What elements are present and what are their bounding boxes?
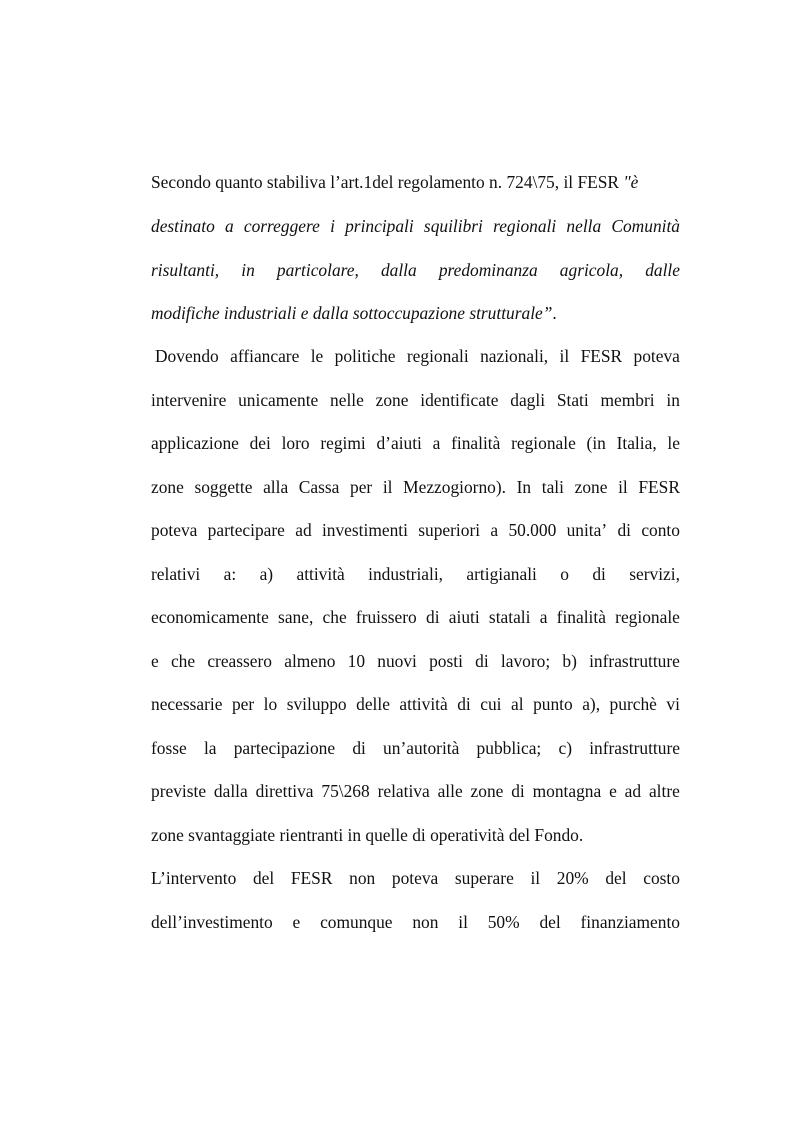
word: Stati	[556, 390, 589, 410]
word: a:	[223, 564, 237, 584]
word: il	[618, 477, 628, 497]
word: applicazione	[151, 433, 239, 453]
word: zone	[574, 477, 608, 497]
word: aiuti	[448, 607, 480, 627]
word: il	[382, 477, 393, 497]
word: membri	[600, 390, 655, 410]
word: ad	[295, 520, 312, 540]
word: fruissero	[355, 607, 417, 627]
word: L’intervento	[151, 868, 237, 888]
word: posti	[429, 651, 463, 671]
word: b)	[562, 651, 577, 671]
word: superare	[454, 868, 514, 888]
word: di	[475, 651, 489, 671]
word: dell’investimento	[151, 912, 273, 932]
paragraph-2-line-8	[151, 650, 680, 672]
word: 50.000	[508, 520, 557, 540]
word: principali	[345, 216, 414, 236]
word: politiche	[334, 346, 396, 366]
word: costo	[643, 868, 680, 888]
word: previste	[151, 781, 207, 801]
paragraph-2-line-1	[155, 345, 680, 367]
word: i	[330, 216, 335, 236]
word: Comunità	[611, 216, 680, 236]
paragraph-3-line-1	[151, 867, 680, 889]
paragraph-1-quote-start: "è	[623, 172, 639, 192]
word: partecipare	[207, 520, 285, 540]
word: delle	[356, 694, 390, 714]
paragraph-2-line-12: zone svantaggiate rientranti in quelle di operatività del Fondo.	[151, 825, 584, 845]
word: FESR	[580, 346, 623, 366]
word: loro	[281, 433, 310, 453]
word: agricola,	[559, 260, 624, 280]
word: dalla	[213, 781, 248, 801]
word: il	[530, 868, 541, 888]
word: in	[241, 260, 255, 280]
word: economicamente	[151, 607, 269, 627]
word: servizi,	[629, 564, 680, 584]
word: le	[667, 433, 680, 453]
word: squilibri	[423, 216, 483, 236]
word: investimenti	[321, 520, 408, 540]
word: altre	[648, 781, 680, 801]
word: il	[458, 912, 468, 932]
word: nella	[566, 216, 602, 236]
word: dalla	[380, 260, 417, 280]
word: regimi	[320, 433, 366, 453]
word: relativi	[151, 564, 201, 584]
word: predominanza	[438, 260, 538, 280]
word: in	[666, 390, 680, 410]
word: artigianali	[466, 564, 537, 584]
word: e	[151, 651, 159, 671]
paragraph-3-line-2	[151, 911, 680, 933]
word: 50%	[487, 912, 520, 932]
word: nazionali,	[480, 346, 549, 366]
word: fosse	[151, 738, 187, 758]
word: affiancare	[230, 346, 300, 366]
word: partecipazione	[233, 738, 336, 758]
word: che	[322, 607, 347, 627]
word: a)	[259, 564, 274, 584]
word: FESR	[638, 477, 680, 497]
word: di	[592, 564, 606, 584]
paragraph-2-line-10	[151, 737, 680, 759]
paragraph-2-line-9	[151, 693, 680, 715]
word: dalle	[645, 260, 680, 280]
word: a	[490, 520, 499, 540]
paragraph-1-line-3	[151, 259, 680, 281]
word: per	[231, 694, 255, 714]
paragraph-2-line-11	[151, 780, 680, 802]
paragraph-2-line-3	[151, 432, 680, 454]
paragraph-2-line-7	[151, 606, 680, 628]
word: almeno	[284, 651, 336, 671]
word: un’autorità	[383, 738, 460, 758]
word: di	[457, 694, 471, 714]
word: di	[617, 520, 631, 540]
word: a	[539, 607, 548, 627]
word: lavoro;	[500, 651, 551, 671]
word: a),	[582, 694, 601, 714]
word: nelle	[330, 390, 364, 410]
paragraph-2-line-6	[151, 563, 680, 585]
word: 10	[347, 651, 366, 671]
word: alla	[263, 477, 289, 497]
word: ad	[624, 781, 642, 801]
word: comunque	[320, 912, 393, 932]
word: Mezzogiorno).	[403, 477, 506, 497]
word: unicamente	[238, 390, 319, 410]
word: destinato	[151, 216, 215, 236]
paragraph-2-line-2	[151, 389, 680, 411]
word: non	[349, 868, 376, 888]
word: 75\268	[321, 781, 370, 801]
word: che	[170, 651, 196, 671]
word: zone	[151, 477, 184, 497]
word: attività	[399, 694, 448, 714]
word: lo	[263, 694, 278, 714]
word: relativa	[377, 781, 430, 801]
paragraph-1-line-4-tail: .	[552, 303, 557, 323]
paragraph-1-line-1	[151, 171, 680, 193]
word: finanziamento	[580, 912, 680, 932]
word: (in	[586, 433, 606, 453]
word: Dovendo	[155, 346, 219, 366]
word: FESR	[290, 868, 333, 888]
word: identificate	[420, 390, 499, 410]
word: vi	[666, 694, 680, 714]
word: superiori	[418, 520, 481, 540]
word: conto	[641, 520, 680, 540]
word: c)	[558, 738, 572, 758]
word: Italia,	[616, 433, 657, 453]
word: purchè	[609, 694, 657, 714]
word: finalità	[556, 607, 606, 627]
word: statali	[488, 607, 531, 627]
word: tali	[541, 477, 564, 497]
word: dagli	[510, 390, 546, 410]
paragraph-2-line-5	[151, 519, 680, 541]
word: d’aiuti	[376, 433, 422, 453]
word: poteva	[633, 346, 680, 366]
word: regionale	[511, 433, 576, 453]
word: In	[516, 477, 532, 497]
word: zone	[375, 390, 409, 410]
word: pubblica;	[476, 738, 542, 758]
word: unita’	[566, 520, 608, 540]
word: correggere	[243, 216, 320, 236]
word: cui	[480, 694, 502, 714]
word: nuovi	[377, 651, 417, 671]
word: direttiva	[255, 781, 314, 801]
word: sane,	[278, 607, 314, 627]
word: infrastrutture	[589, 738, 680, 758]
word: infrastrutture	[589, 651, 680, 671]
paragraph-1-quote-end: modifiche industriali e dalla sottoccupazione strutturale”	[151, 303, 553, 323]
word: Cassa	[298, 477, 340, 497]
word: soggette	[194, 477, 253, 497]
word: per	[350, 477, 373, 497]
word: zone	[470, 781, 504, 801]
paragraph-1-line-2	[151, 215, 680, 237]
word: di	[426, 607, 440, 627]
word: particolare,	[276, 260, 359, 280]
word: regionali	[406, 346, 469, 366]
word: e	[609, 781, 617, 801]
paragraph-1-line-4	[151, 302, 680, 324]
word: finalità	[451, 433, 501, 453]
paragraph-1-line-1-text: Secondo quanto stabiliva l’art.1del regolamento n. 724\75, il FESR	[151, 172, 624, 192]
word: poteva	[151, 520, 198, 540]
word: del	[605, 868, 627, 888]
word: e	[292, 912, 301, 932]
word: regionale	[615, 607, 680, 627]
word: a	[224, 216, 234, 236]
word: creassero	[207, 651, 273, 671]
paragraph-2-line-4	[151, 476, 680, 498]
word: di	[511, 781, 525, 801]
word: regionali	[493, 216, 557, 236]
word: punto	[533, 694, 573, 714]
word: industriali,	[368, 564, 444, 584]
word: del	[252, 868, 275, 888]
word: risultanti,	[151, 260, 220, 280]
word: al	[511, 694, 524, 714]
word: intervenire	[151, 390, 227, 410]
word: attività	[296, 564, 345, 584]
word: del	[539, 912, 561, 932]
word: 20%	[556, 868, 589, 888]
word: montagna	[532, 781, 602, 801]
word: a	[432, 433, 441, 453]
word: non	[412, 912, 439, 932]
word: le	[310, 346, 324, 366]
word: necessarie	[151, 694, 223, 714]
word: dei	[249, 433, 271, 453]
word: sviluppo	[286, 694, 347, 714]
word: di	[352, 738, 366, 758]
word: alle	[437, 781, 463, 801]
word: poteva	[391, 868, 439, 888]
word: la	[203, 738, 217, 758]
word: il	[559, 346, 570, 366]
word: o	[560, 564, 569, 584]
